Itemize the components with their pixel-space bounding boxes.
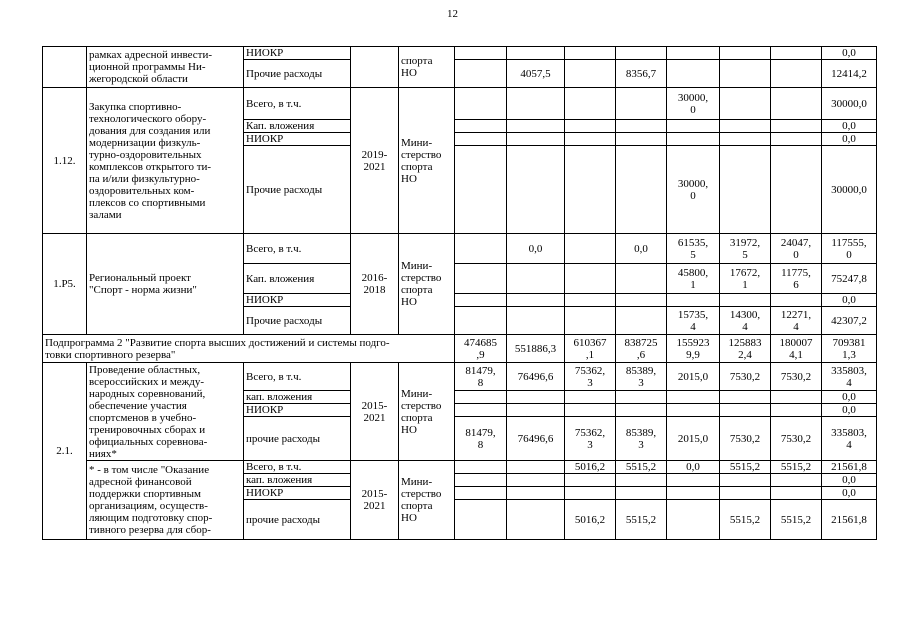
value-cell (565, 474, 616, 487)
total-cell: 335803, 4 (822, 417, 877, 461)
value-cell (507, 474, 565, 487)
value-cell: 30000, 0 (667, 146, 720, 234)
value-cell: 5515,2 (616, 500, 667, 540)
value-cell (565, 264, 616, 294)
value-cell: 7530,2 (720, 417, 771, 461)
table-row (43, 461, 877, 474)
value-cell: 0,0 (616, 234, 667, 264)
value-cell (720, 120, 771, 133)
table-row (43, 88, 877, 120)
table-row (43, 234, 877, 264)
value-cell (455, 474, 507, 487)
value-cell (720, 47, 771, 60)
value-cell: 5515,2 (720, 500, 771, 540)
value-cell: 14300, 4 (720, 307, 771, 335)
value-cell: 30000, 0 (667, 88, 720, 120)
value-cell (455, 264, 507, 294)
period (351, 47, 399, 88)
value-cell (771, 391, 822, 404)
value-cell (720, 294, 771, 307)
value-cell: 2015,0 (667, 417, 720, 461)
item-number: 2.1. (43, 363, 87, 540)
value-cell (455, 391, 507, 404)
expense-type: прочие расходы (244, 417, 351, 461)
total-cell: 0,0 (822, 391, 877, 404)
executor: Мини- стерство спорта НО (399, 88, 455, 234)
value-cell (616, 404, 667, 417)
expense-type: НИОКР (244, 487, 351, 500)
value-cell (455, 404, 507, 417)
item-description: Проведение областных, всероссийских и между- народных соревнований, обеспечение участия спортсменов в учебно- тренировочных сборах и официальных соревнова- ниях* (87, 363, 244, 461)
value-cell (565, 88, 616, 120)
value-cell: 474685 ,9 (455, 335, 507, 363)
value-cell: 81479, 8 (455, 363, 507, 391)
value-cell (565, 404, 616, 417)
total-cell: 335803, 4 (822, 363, 877, 391)
value-cell: 2015,0 (667, 363, 720, 391)
value-cell (455, 47, 507, 60)
total-cell: 0,0 (822, 404, 877, 417)
total-cell: 709381 1,3 (822, 335, 877, 363)
value-cell (565, 294, 616, 307)
total-cell: 0,0 (822, 133, 877, 146)
period: 2019- 2021 (351, 88, 399, 234)
executor: Мини- стерство спорта НО (399, 461, 455, 540)
value-cell (720, 474, 771, 487)
value-cell (507, 461, 565, 474)
value-cell: 610367 ,1 (565, 335, 616, 363)
value-cell: 155923 9,9 (667, 335, 720, 363)
value-cell (720, 88, 771, 120)
executor: спорта НО (399, 47, 455, 88)
period: 2016- 2018 (351, 234, 399, 335)
value-cell: 15735, 4 (667, 307, 720, 335)
executor: Мини- стерство спорта НО (399, 363, 455, 461)
value-cell: 75362, 3 (565, 417, 616, 461)
value-cell (455, 120, 507, 133)
value-cell (507, 264, 565, 294)
value-cell (507, 404, 565, 417)
value-cell (616, 474, 667, 487)
expense-type: прочие расходы (244, 500, 351, 540)
total-cell: 117555, 0 (822, 234, 877, 264)
value-cell: 81479, 8 (455, 417, 507, 461)
total-cell: 12414,2 (822, 60, 877, 88)
value-cell (771, 60, 822, 88)
value-cell (667, 294, 720, 307)
value-cell (771, 474, 822, 487)
value-cell (720, 404, 771, 417)
value-cell (616, 120, 667, 133)
value-cell (455, 88, 507, 120)
value-cell (565, 47, 616, 60)
item-description: Закупка спортивно- технологического обору- дования для создания или модернизации физкуль- турно-оздоровительных комплексов открытого ти- па и/или физкультурно- оздоровительных ком- плексов со спортивными залами (87, 88, 244, 234)
page-number: 12 (447, 8, 458, 20)
total-cell: 30000,0 (822, 88, 877, 120)
value-cell (771, 133, 822, 146)
value-cell (616, 47, 667, 60)
expense-type: Прочие расходы (244, 60, 351, 88)
subprogram-title: Подпрограмма 2 "Развитие спорта высших достижений и системы подго- товки спортивного резерва" (43, 335, 455, 363)
budget-table (42, 46, 877, 540)
expense-type: НИОКР (244, 47, 351, 60)
value-cell (720, 487, 771, 500)
value-cell (771, 88, 822, 120)
expense-type: Кап. вложения (244, 120, 351, 133)
value-cell (667, 487, 720, 500)
period: 2015- 2021 (351, 363, 399, 461)
expense-type: НИОКР (244, 133, 351, 146)
total-cell: 0,0 (822, 487, 877, 500)
value-cell (616, 88, 667, 120)
value-cell (667, 47, 720, 60)
value-cell (616, 307, 667, 335)
expense-type: Всего, в т.ч. (244, 461, 351, 474)
value-cell (507, 133, 565, 146)
value-cell (771, 120, 822, 133)
total-cell: 0,0 (822, 47, 877, 60)
value-cell (565, 234, 616, 264)
value-cell: 76496,6 (507, 417, 565, 461)
value-cell (507, 294, 565, 307)
value-cell: 61535, 5 (667, 234, 720, 264)
expense-type: НИОКР (244, 404, 351, 417)
item-number: 1.12. (43, 88, 87, 234)
total-cell: 0,0 (822, 294, 877, 307)
executor: Мини- стерство спорта НО (399, 234, 455, 335)
value-cell: 8356,7 (616, 60, 667, 88)
value-cell: 31972, 5 (720, 234, 771, 264)
total-cell: 21561,8 (822, 461, 877, 474)
value-cell: 7530,2 (771, 417, 822, 461)
value-cell: 11775, 6 (771, 264, 822, 294)
expense-type: НИОКР (244, 294, 351, 307)
value-cell: 5016,2 (565, 500, 616, 540)
expense-type: Всего, в т.ч. (244, 88, 351, 120)
value-cell (455, 487, 507, 500)
value-cell: 7530,2 (771, 363, 822, 391)
value-cell: 0,0 (667, 461, 720, 474)
value-cell (507, 391, 565, 404)
value-cell: 5515,2 (771, 500, 822, 540)
value-cell (616, 487, 667, 500)
value-cell (720, 60, 771, 88)
item-description: * - в том числе "Оказание адресной финансовой поддержки спортивным организациям, осуществ- ляющим подготовку спор- тивного резерва для сбор- (87, 461, 244, 540)
total-cell: 75247,8 (822, 264, 877, 294)
value-cell (565, 307, 616, 335)
value-cell (720, 146, 771, 234)
value-cell (507, 120, 565, 133)
expense-type: кап. вложения (244, 474, 351, 487)
value-cell: 85389, 3 (616, 363, 667, 391)
total-cell: 21561,8 (822, 500, 877, 540)
value-cell (616, 264, 667, 294)
expense-type: Прочие расходы (244, 307, 351, 335)
value-cell (771, 294, 822, 307)
value-cell: 0,0 (507, 234, 565, 264)
value-cell (565, 60, 616, 88)
value-cell (667, 133, 720, 146)
value-cell: 12271, 4 (771, 307, 822, 335)
value-cell (667, 391, 720, 404)
value-cell (667, 60, 720, 88)
expense-type: Прочие расходы (244, 146, 351, 234)
value-cell: 5515,2 (616, 461, 667, 474)
expense-type: кап. вложения (244, 391, 351, 404)
value-cell (616, 133, 667, 146)
value-cell (616, 391, 667, 404)
subprogram-row (43, 335, 877, 363)
table-row (43, 47, 877, 60)
value-cell (771, 404, 822, 417)
value-cell (616, 294, 667, 307)
value-cell (565, 391, 616, 404)
expense-type: Кап. вложения (244, 264, 351, 294)
value-cell: 551886,3 (507, 335, 565, 363)
value-cell (455, 461, 507, 474)
total-cell: 0,0 (822, 120, 877, 133)
value-cell (455, 307, 507, 335)
value-cell (455, 146, 507, 234)
item-number: 1.Р5. (43, 234, 87, 335)
value-cell: 76496,6 (507, 363, 565, 391)
value-cell (720, 133, 771, 146)
value-cell (565, 120, 616, 133)
value-cell (667, 474, 720, 487)
value-cell (455, 60, 507, 88)
item-number (43, 47, 87, 88)
item-description: рамках адресной инвести- ционной программы Ни- жегородской области (87, 47, 244, 88)
value-cell: 125883 2,4 (720, 335, 771, 363)
value-cell: 24047, 0 (771, 234, 822, 264)
expense-type: Всего, в т.ч. (244, 234, 351, 264)
value-cell: 5515,2 (771, 461, 822, 474)
value-cell (455, 234, 507, 264)
value-cell: 75362, 3 (565, 363, 616, 391)
total-cell: 0,0 (822, 474, 877, 487)
value-cell (507, 88, 565, 120)
value-cell (507, 307, 565, 335)
expense-type: Всего, в т.ч. (244, 363, 351, 391)
value-cell: 5016,2 (565, 461, 616, 474)
period: 2015- 2021 (351, 461, 399, 540)
value-cell: 180007 4,1 (771, 335, 822, 363)
total-cell: 42307,2 (822, 307, 877, 335)
value-cell (455, 133, 507, 146)
value-cell (565, 487, 616, 500)
value-cell: 838725 ,6 (616, 335, 667, 363)
value-cell (667, 500, 720, 540)
value-cell: 45800, 1 (667, 264, 720, 294)
value-cell (507, 47, 565, 60)
value-cell (455, 500, 507, 540)
value-cell: 7530,2 (720, 363, 771, 391)
total-cell: 30000,0 (822, 146, 877, 234)
value-cell (771, 487, 822, 500)
value-cell (507, 487, 565, 500)
value-cell (507, 146, 565, 234)
value-cell: 85389, 3 (616, 417, 667, 461)
value-cell (667, 120, 720, 133)
value-cell (565, 133, 616, 146)
value-cell: 5515,2 (720, 461, 771, 474)
value-cell (616, 146, 667, 234)
table-row (43, 363, 877, 391)
value-cell (565, 146, 616, 234)
value-cell (771, 146, 822, 234)
value-cell (507, 500, 565, 540)
item-description: Региональный проект "Спорт - норма жизни" (87, 234, 244, 335)
value-cell (771, 47, 822, 60)
value-cell (667, 404, 720, 417)
value-cell: 4057,5 (507, 60, 565, 88)
value-cell: 17672, 1 (720, 264, 771, 294)
value-cell (720, 391, 771, 404)
value-cell (455, 294, 507, 307)
